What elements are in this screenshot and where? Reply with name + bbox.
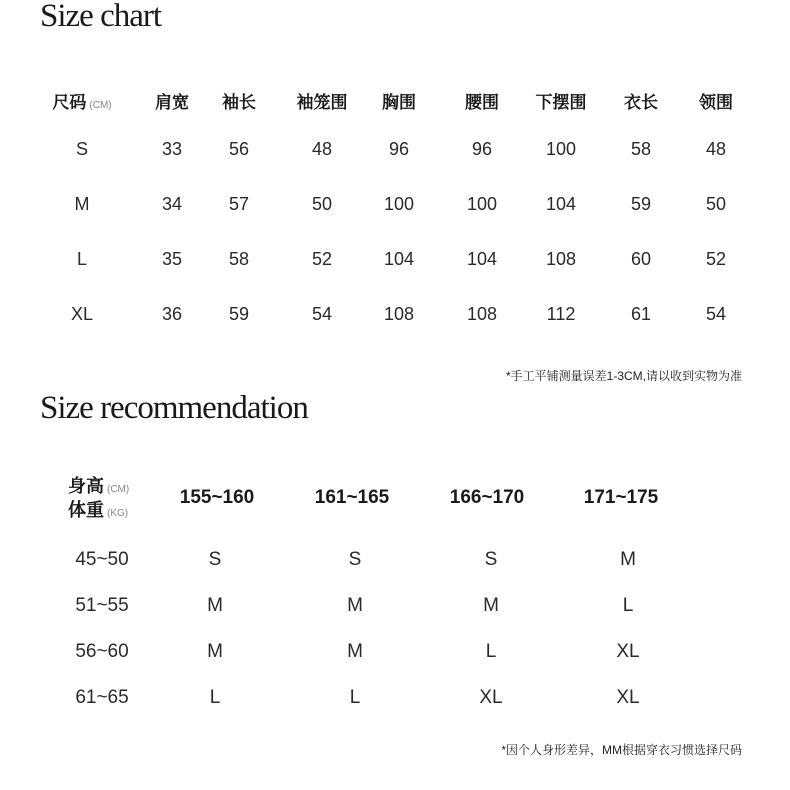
size-label: M xyxy=(74,194,90,214)
table-cell: 108 xyxy=(383,304,415,324)
table-cell: 100 xyxy=(466,194,498,214)
table-cell: 36 xyxy=(161,304,183,324)
height-label: 身高 xyxy=(68,476,104,496)
table-cell: 48 xyxy=(311,139,333,159)
recommended-size: S xyxy=(484,549,498,570)
table-cell: 104 xyxy=(383,249,415,269)
table-cell: 59 xyxy=(630,194,652,214)
table-row xyxy=(0,591,790,621)
header-length: 衣长 xyxy=(624,93,658,112)
size-chart-note: *手工平铺测量误差1-3CM,请以收到实物为准 xyxy=(505,369,742,383)
recommended-size: L xyxy=(622,595,634,616)
recommended-size: M xyxy=(347,641,363,662)
recommended-size: M xyxy=(207,641,223,662)
table-cell: 108 xyxy=(466,304,498,324)
recommended-size: S xyxy=(348,549,362,570)
size-chart-header-row xyxy=(0,88,790,118)
header-chest: 胸围 xyxy=(382,93,416,112)
header-size xyxy=(52,88,111,118)
table-row xyxy=(0,134,790,164)
size-recommendation-note: *因个人身形差异，MM根据穿衣习惯选择尺码 xyxy=(501,743,742,757)
header-size-label: 尺码 xyxy=(52,93,87,112)
weight-unit: (KG) xyxy=(107,508,129,519)
recommended-size: XL xyxy=(616,687,640,708)
header-size-unit: (CM) xyxy=(89,100,112,111)
header-collar: 领围 xyxy=(699,93,733,112)
weight-range: 51~55 xyxy=(75,595,129,616)
table-cell: 104 xyxy=(545,194,577,214)
table-cell: 57 xyxy=(228,194,250,214)
recommended-size: M xyxy=(483,595,499,616)
table-cell: 33 xyxy=(161,139,183,159)
header-armhole: 袖笼围 xyxy=(296,93,348,112)
height-unit: (CM) xyxy=(107,484,130,495)
size-label: XL xyxy=(70,304,94,324)
height-range: 166~170 xyxy=(449,487,525,508)
weight-range: 45~50 xyxy=(75,549,129,570)
recommended-size: XL xyxy=(616,641,640,662)
header-waist: 腰围 xyxy=(465,93,499,112)
recommended-size: M xyxy=(207,595,223,616)
table-row xyxy=(0,683,790,713)
table-row xyxy=(0,189,790,219)
table-row xyxy=(0,244,790,274)
height-range: 161~165 xyxy=(314,487,390,508)
header-shoulder-width: 肩宽 xyxy=(155,93,189,112)
recommended-size: L xyxy=(485,641,497,662)
recommended-size: L xyxy=(349,687,361,708)
table-cell: 52 xyxy=(705,249,727,269)
table-cell: 58 xyxy=(228,249,250,269)
size-label: L xyxy=(76,249,88,269)
table-row xyxy=(0,637,790,667)
table-cell: 58 xyxy=(630,139,652,159)
table-cell: 61 xyxy=(630,304,652,324)
weight-label: 体重 xyxy=(68,500,104,520)
recommendation-header-row xyxy=(0,483,790,513)
weight-range: 56~60 xyxy=(75,641,129,662)
recommended-size: L xyxy=(209,687,221,708)
table-cell: 50 xyxy=(705,194,727,214)
header-sleeve-length: 袖长 xyxy=(222,93,256,112)
table-cell: 96 xyxy=(388,139,410,159)
table-cell: 96 xyxy=(471,139,493,159)
table-cell: 35 xyxy=(161,249,183,269)
table-cell: 104 xyxy=(466,249,498,269)
header-hem: 下摆围 xyxy=(535,93,587,112)
height-range: 155~160 xyxy=(179,487,255,508)
table-cell: 108 xyxy=(545,249,577,269)
table-cell: 50 xyxy=(311,194,333,214)
table-row xyxy=(0,299,790,329)
size-chart-title: Size chart xyxy=(40,0,162,34)
table-cell: 48 xyxy=(705,139,727,159)
table-cell: 54 xyxy=(705,304,727,324)
weight-range: 61~65 xyxy=(75,687,129,708)
table-cell: 54 xyxy=(311,304,333,324)
table-row xyxy=(0,545,790,575)
table-cell: 59 xyxy=(228,304,250,324)
table-cell: 100 xyxy=(545,139,577,159)
recommended-size: M xyxy=(620,549,636,570)
recommended-size: M xyxy=(347,595,363,616)
table-cell: 112 xyxy=(546,304,576,324)
table-cell: 52 xyxy=(311,249,333,269)
table-cell: 34 xyxy=(161,194,183,214)
recommended-size: XL xyxy=(479,687,503,708)
recommended-size: S xyxy=(208,549,222,570)
height-range: 171~175 xyxy=(583,487,659,508)
size-label: S xyxy=(75,139,89,159)
table-cell: 60 xyxy=(630,249,652,269)
table-cell: 100 xyxy=(383,194,415,214)
table-cell: 56 xyxy=(228,139,250,159)
size-recommendation-title: Size recommendation xyxy=(40,390,308,426)
